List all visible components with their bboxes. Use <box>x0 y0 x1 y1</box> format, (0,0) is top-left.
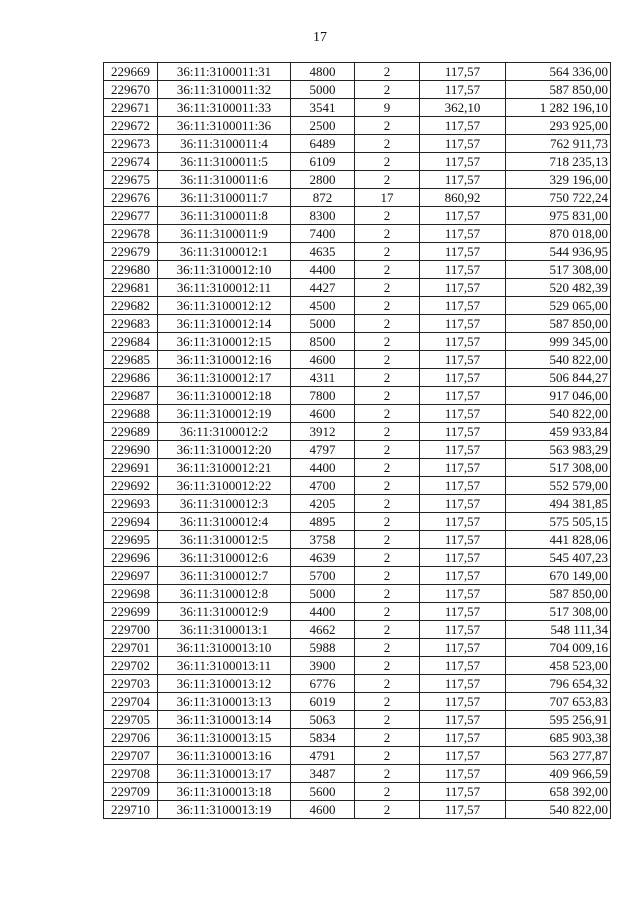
record-id-cell: 229700 <box>104 621 158 639</box>
cadastral-value-cell: 718 235,13 <box>506 153 611 171</box>
cadastral-value-cell: 540 822,00 <box>506 801 611 819</box>
table-row <box>104 333 611 351</box>
table-row <box>104 693 611 711</box>
group-code-cell: 2 <box>355 63 420 81</box>
cadastral-number-cell: 36:11:3100013:11 <box>158 657 291 675</box>
specific-value-cell: 117,57 <box>420 225 506 243</box>
table-row <box>104 711 611 729</box>
record-id-cell: 229685 <box>104 351 158 369</box>
table-row <box>104 459 611 477</box>
table-row <box>104 81 611 99</box>
area-cell: 5988 <box>291 639 355 657</box>
record-id-cell: 229708 <box>104 765 158 783</box>
group-code-cell: 2 <box>355 639 420 657</box>
group-code-cell: 2 <box>355 783 420 801</box>
cadastral-value-cell: 658 392,00 <box>506 783 611 801</box>
cadastral-value-cell: 441 828,06 <box>506 531 611 549</box>
cadastral-value-cell: 545 407,23 <box>506 549 611 567</box>
record-id-cell: 229688 <box>104 405 158 423</box>
group-code-cell: 2 <box>355 171 420 189</box>
area-cell: 4311 <box>291 369 355 387</box>
specific-value-cell: 117,57 <box>420 81 506 99</box>
table-row <box>104 747 611 765</box>
record-id-cell: 229703 <box>104 675 158 693</box>
cadastral-value-cell: 517 308,00 <box>506 603 611 621</box>
cadastral-value-cell: 595 256,91 <box>506 711 611 729</box>
area-cell: 3912 <box>291 423 355 441</box>
table-row <box>104 207 611 225</box>
area-cell: 4797 <box>291 441 355 459</box>
table-row <box>104 387 611 405</box>
group-code-cell: 2 <box>355 585 420 603</box>
table-row <box>104 729 611 747</box>
area-cell: 4400 <box>291 603 355 621</box>
record-id-cell: 229680 <box>104 261 158 279</box>
cadastral-number-cell: 36:11:3100012:20 <box>158 441 291 459</box>
table-row <box>104 603 611 621</box>
cadastral-value-cell: 587 850,00 <box>506 315 611 333</box>
cadastral-value-cell: 552 579,00 <box>506 477 611 495</box>
specific-value-cell: 860,92 <box>420 189 506 207</box>
cadastral-value-cell: 762 911,73 <box>506 135 611 153</box>
specific-value-cell: 117,57 <box>420 153 506 171</box>
record-id-cell: 229705 <box>104 711 158 729</box>
record-id-cell: 229694 <box>104 513 158 531</box>
specific-value-cell: 117,57 <box>420 441 506 459</box>
specific-value-cell: 117,57 <box>420 333 506 351</box>
area-cell: 4427 <box>291 279 355 297</box>
table-row <box>104 495 611 513</box>
group-code-cell: 2 <box>355 549 420 567</box>
area-cell: 4400 <box>291 459 355 477</box>
table-row <box>104 405 611 423</box>
cadastral-value-cell: 494 381,85 <box>506 495 611 513</box>
cadastral-number-cell: 36:11:3100012:3 <box>158 495 291 513</box>
record-id-cell: 229695 <box>104 531 158 549</box>
specific-value-cell: 117,57 <box>420 657 506 675</box>
record-id-cell: 229707 <box>104 747 158 765</box>
record-id-cell: 229693 <box>104 495 158 513</box>
cadastral-value-cell: 750 722,24 <box>506 189 611 207</box>
area-cell: 4600 <box>291 801 355 819</box>
cadastral-number-cell: 36:11:3100012:15 <box>158 333 291 351</box>
area-cell: 4639 <box>291 549 355 567</box>
specific-value-cell: 117,57 <box>420 495 506 513</box>
specific-value-cell: 117,57 <box>420 585 506 603</box>
cadastral-number-cell: 36:11:3100011:6 <box>158 171 291 189</box>
cadastral-number-cell: 36:11:3100012:11 <box>158 279 291 297</box>
group-code-cell: 2 <box>355 801 420 819</box>
cadastral-value-cell: 540 822,00 <box>506 351 611 369</box>
table-row <box>104 189 611 207</box>
record-id-cell: 229677 <box>104 207 158 225</box>
cadastral-value-table <box>103 62 611 819</box>
table-row <box>104 423 611 441</box>
cadastral-value-cell: 796 654,32 <box>506 675 611 693</box>
specific-value-cell: 117,57 <box>420 369 506 387</box>
area-cell: 4791 <box>291 747 355 765</box>
table-row <box>104 135 611 153</box>
area-cell: 4895 <box>291 513 355 531</box>
cadastral-number-cell: 36:11:3100012:7 <box>158 567 291 585</box>
cadastral-number-cell: 36:11:3100011:9 <box>158 225 291 243</box>
specific-value-cell: 117,57 <box>420 243 506 261</box>
cadastral-number-cell: 36:11:3100011:4 <box>158 135 291 153</box>
cadastral-number-cell: 36:11:3100013:17 <box>158 765 291 783</box>
cadastral-value-cell: 517 308,00 <box>506 261 611 279</box>
cadastral-number-cell: 36:11:3100012:12 <box>158 297 291 315</box>
group-code-cell: 2 <box>355 369 420 387</box>
cadastral-value-cell: 517 308,00 <box>506 459 611 477</box>
cadastral-value-cell: 409 966,59 <box>506 765 611 783</box>
specific-value-cell: 117,57 <box>420 135 506 153</box>
record-id-cell: 229672 <box>104 117 158 135</box>
record-id-cell: 229670 <box>104 81 158 99</box>
group-code-cell: 2 <box>355 747 420 765</box>
record-id-cell: 229686 <box>104 369 158 387</box>
area-cell: 872 <box>291 189 355 207</box>
cadastral-value-cell: 587 850,00 <box>506 81 611 99</box>
record-id-cell: 229701 <box>104 639 158 657</box>
record-id-cell: 229673 <box>104 135 158 153</box>
specific-value-cell: 117,57 <box>420 63 506 81</box>
cadastral-value-cell: 575 505,15 <box>506 513 611 531</box>
cadastral-number-cell: 36:11:3100013:16 <box>158 747 291 765</box>
area-cell: 4400 <box>291 261 355 279</box>
table-row <box>104 243 611 261</box>
cadastral-number-cell: 36:11:3100011:33 <box>158 99 291 117</box>
record-id-cell: 229684 <box>104 333 158 351</box>
area-cell: 5834 <box>291 729 355 747</box>
group-code-cell: 2 <box>355 207 420 225</box>
cadastral-value-cell: 329 196,00 <box>506 171 611 189</box>
group-code-cell: 2 <box>355 675 420 693</box>
record-id-cell: 229692 <box>104 477 158 495</box>
record-id-cell: 229691 <box>104 459 158 477</box>
record-id-cell: 229679 <box>104 243 158 261</box>
area-cell: 3758 <box>291 531 355 549</box>
area-cell: 5600 <box>291 783 355 801</box>
table-row <box>104 639 611 657</box>
area-cell: 3541 <box>291 99 355 117</box>
cadastral-value-cell: 548 111,34 <box>506 621 611 639</box>
area-cell: 4205 <box>291 495 355 513</box>
record-id-cell: 229671 <box>104 99 158 117</box>
record-id-cell: 229690 <box>104 441 158 459</box>
table-row <box>104 657 611 675</box>
record-id-cell: 229678 <box>104 225 158 243</box>
specific-value-cell: 117,57 <box>420 387 506 405</box>
area-cell: 4500 <box>291 297 355 315</box>
table-row <box>104 279 611 297</box>
table-row <box>104 783 611 801</box>
cadastral-value-cell: 975 831,00 <box>506 207 611 225</box>
specific-value-cell: 117,57 <box>420 297 506 315</box>
specific-value-cell: 117,57 <box>420 747 506 765</box>
cadastral-number-cell: 36:11:3100012:6 <box>158 549 291 567</box>
record-id-cell: 229676 <box>104 189 158 207</box>
table-row <box>104 675 611 693</box>
cadastral-value-cell: 506 844,27 <box>506 369 611 387</box>
specific-value-cell: 117,57 <box>420 117 506 135</box>
table-row <box>104 549 611 567</box>
specific-value-cell: 117,57 <box>420 261 506 279</box>
group-code-cell: 2 <box>355 243 420 261</box>
cadastral-value-cell: 563 277,87 <box>506 747 611 765</box>
area-cell: 4800 <box>291 63 355 81</box>
cadastral-number-cell: 36:11:3100012:4 <box>158 513 291 531</box>
table-row <box>104 477 611 495</box>
group-code-cell: 2 <box>355 279 420 297</box>
specific-value-cell: 117,57 <box>420 315 506 333</box>
table-body <box>104 63 611 819</box>
cadastral-value-cell: 520 482,39 <box>506 279 611 297</box>
cadastral-number-cell: 36:11:3100012:17 <box>158 369 291 387</box>
cadastral-value-cell: 917 046,00 <box>506 387 611 405</box>
specific-value-cell: 117,57 <box>420 351 506 369</box>
specific-value-cell: 117,57 <box>420 603 506 621</box>
table-row <box>104 441 611 459</box>
cadastral-number-cell: 36:11:3100012:18 <box>158 387 291 405</box>
area-cell: 4600 <box>291 351 355 369</box>
area-cell: 6489 <box>291 135 355 153</box>
group-code-cell: 2 <box>355 315 420 333</box>
group-code-cell: 2 <box>355 495 420 513</box>
cadastral-number-cell: 36:11:3100013:12 <box>158 675 291 693</box>
cadastral-number-cell: 36:11:3100012:8 <box>158 585 291 603</box>
area-cell: 5000 <box>291 585 355 603</box>
specific-value-cell: 117,57 <box>420 171 506 189</box>
table-row <box>104 315 611 333</box>
cadastral-number-cell: 36:11:3100012:10 <box>158 261 291 279</box>
cadastral-number-cell: 36:11:3100012:9 <box>158 603 291 621</box>
cadastral-value-cell: 529 065,00 <box>506 297 611 315</box>
area-cell: 2500 <box>291 117 355 135</box>
group-code-cell: 2 <box>355 693 420 711</box>
cadastral-value-cell: 563 983,29 <box>506 441 611 459</box>
specific-value-cell: 117,57 <box>420 693 506 711</box>
cadastral-value-cell: 540 822,00 <box>506 405 611 423</box>
specific-value-cell: 117,57 <box>420 567 506 585</box>
group-code-cell: 2 <box>355 135 420 153</box>
group-code-cell: 2 <box>355 459 420 477</box>
table-row <box>104 513 611 531</box>
cadastral-value-cell: 293 925,00 <box>506 117 611 135</box>
record-id-cell: 229699 <box>104 603 158 621</box>
cadastral-value-cell: 707 653,83 <box>506 693 611 711</box>
specific-value-cell: 117,57 <box>420 783 506 801</box>
cadastral-number-cell: 36:11:3100013:19 <box>158 801 291 819</box>
record-id-cell: 229675 <box>104 171 158 189</box>
area-cell: 4662 <box>291 621 355 639</box>
group-code-cell: 17 <box>355 189 420 207</box>
cadastral-number-cell: 36:11:3100012:22 <box>158 477 291 495</box>
cadastral-number-cell: 36:11:3100011:5 <box>158 153 291 171</box>
area-cell: 4600 <box>291 405 355 423</box>
cadastral-number-cell: 36:11:3100011:8 <box>158 207 291 225</box>
area-cell: 5063 <box>291 711 355 729</box>
cadastral-number-cell: 36:11:3100013:1 <box>158 621 291 639</box>
group-code-cell: 2 <box>355 423 420 441</box>
specific-value-cell: 117,57 <box>420 675 506 693</box>
record-id-cell: 229706 <box>104 729 158 747</box>
cadastral-number-cell: 36:11:3100011:36 <box>158 117 291 135</box>
area-cell: 2800 <box>291 171 355 189</box>
specific-value-cell: 117,57 <box>420 711 506 729</box>
area-cell: 5000 <box>291 81 355 99</box>
table-row <box>104 531 611 549</box>
group-code-cell: 2 <box>355 531 420 549</box>
specific-value-cell: 117,57 <box>420 459 506 477</box>
record-id-cell: 229681 <box>104 279 158 297</box>
cadastral-value-cell: 564 336,00 <box>506 63 611 81</box>
cadastral-number-cell: 36:11:3100013:15 <box>158 729 291 747</box>
specific-value-cell: 117,57 <box>420 549 506 567</box>
cadastral-number-cell: 36:11:3100012:19 <box>158 405 291 423</box>
record-id-cell: 229689 <box>104 423 158 441</box>
group-code-cell: 2 <box>355 225 420 243</box>
record-id-cell: 229702 <box>104 657 158 675</box>
table-row <box>104 621 611 639</box>
cadastral-number-cell: 36:11:3100013:13 <box>158 693 291 711</box>
record-id-cell: 229669 <box>104 63 158 81</box>
group-code-cell: 2 <box>355 261 420 279</box>
table-row <box>104 99 611 117</box>
table-row <box>104 369 611 387</box>
record-id-cell: 229697 <box>104 567 158 585</box>
table-row <box>104 297 611 315</box>
table-row <box>104 765 611 783</box>
specific-value-cell: 117,57 <box>420 513 506 531</box>
group-code-cell: 2 <box>355 81 420 99</box>
table-row <box>104 63 611 81</box>
cadastral-number-cell: 36:11:3100011:32 <box>158 81 291 99</box>
page-number: 17 <box>313 30 327 45</box>
cadastral-number-cell: 36:11:3100012:5 <box>158 531 291 549</box>
table-row <box>104 801 611 819</box>
group-code-cell: 2 <box>355 351 420 369</box>
area-cell: 8500 <box>291 333 355 351</box>
group-code-cell: 2 <box>355 729 420 747</box>
table-row <box>104 351 611 369</box>
group-code-cell: 2 <box>355 567 420 585</box>
area-cell: 3900 <box>291 657 355 675</box>
cadastral-value-cell: 704 009,16 <box>506 639 611 657</box>
group-code-cell: 2 <box>355 405 420 423</box>
group-code-cell: 2 <box>355 333 420 351</box>
group-code-cell: 2 <box>355 153 420 171</box>
cadastral-number-cell: 36:11:3100012:2 <box>158 423 291 441</box>
cadastral-value-cell: 670 149,00 <box>506 567 611 585</box>
area-cell: 4700 <box>291 477 355 495</box>
record-id-cell: 229683 <box>104 315 158 333</box>
group-code-cell: 2 <box>355 603 420 621</box>
cadastral-value-cell: 1 282 196,10 <box>506 99 611 117</box>
cadastral-number-cell: 36:11:3100011:31 <box>158 63 291 81</box>
area-cell: 6776 <box>291 675 355 693</box>
cadastral-value-cell: 459 933,84 <box>506 423 611 441</box>
cadastral-number-cell: 36:11:3100012:1 <box>158 243 291 261</box>
specific-value-cell: 117,57 <box>420 621 506 639</box>
area-cell: 3487 <box>291 765 355 783</box>
record-id-cell: 229687 <box>104 387 158 405</box>
cadastral-number-cell: 36:11:3100013:10 <box>158 639 291 657</box>
table-row <box>104 171 611 189</box>
record-id-cell: 229696 <box>104 549 158 567</box>
table-row <box>104 261 611 279</box>
cadastral-number-cell: 36:11:3100012:21 <box>158 459 291 477</box>
area-cell: 8300 <box>291 207 355 225</box>
group-code-cell: 2 <box>355 657 420 675</box>
specific-value-cell: 117,57 <box>420 729 506 747</box>
area-cell: 5000 <box>291 315 355 333</box>
specific-value-cell: 117,57 <box>420 279 506 297</box>
table-row <box>104 225 611 243</box>
group-code-cell: 2 <box>355 441 420 459</box>
specific-value-cell: 117,57 <box>420 531 506 549</box>
cadastral-value-cell: 999 345,00 <box>506 333 611 351</box>
table-row <box>104 567 611 585</box>
group-code-cell: 2 <box>355 765 420 783</box>
area-cell: 5700 <box>291 567 355 585</box>
record-id-cell: 229710 <box>104 801 158 819</box>
area-cell: 6109 <box>291 153 355 171</box>
specific-value-cell: 117,57 <box>420 639 506 657</box>
table-row <box>104 117 611 135</box>
specific-value-cell: 117,57 <box>420 477 506 495</box>
table-row <box>104 153 611 171</box>
area-cell: 6019 <box>291 693 355 711</box>
record-id-cell: 229674 <box>104 153 158 171</box>
cadastral-number-cell: 36:11:3100012:16 <box>158 351 291 369</box>
record-id-cell: 229682 <box>104 297 158 315</box>
specific-value-cell: 117,57 <box>420 405 506 423</box>
cadastral-value-cell: 685 903,38 <box>506 729 611 747</box>
specific-value-cell: 362,10 <box>420 99 506 117</box>
record-id-cell: 229709 <box>104 783 158 801</box>
specific-value-cell: 117,57 <box>420 423 506 441</box>
cadastral-number-cell: 36:11:3100012:14 <box>158 315 291 333</box>
group-code-cell: 2 <box>355 297 420 315</box>
table-row <box>104 585 611 603</box>
record-id-cell: 229698 <box>104 585 158 603</box>
specific-value-cell: 117,57 <box>420 207 506 225</box>
cadastral-number-cell: 36:11:3100013:14 <box>158 711 291 729</box>
group-code-cell: 2 <box>355 513 420 531</box>
area-cell: 4635 <box>291 243 355 261</box>
group-code-cell: 2 <box>355 387 420 405</box>
cadastral-number-cell: 36:11:3100011:7 <box>158 189 291 207</box>
group-code-cell: 2 <box>355 477 420 495</box>
area-cell: 7800 <box>291 387 355 405</box>
specific-value-cell: 117,57 <box>420 801 506 819</box>
area-cell: 7400 <box>291 225 355 243</box>
group-code-cell: 9 <box>355 99 420 117</box>
group-code-cell: 2 <box>355 117 420 135</box>
cadastral-value-cell: 544 936,95 <box>506 243 611 261</box>
cadastral-value-cell: 458 523,00 <box>506 657 611 675</box>
specific-value-cell: 117,57 <box>420 765 506 783</box>
group-code-cell: 2 <box>355 711 420 729</box>
cadastral-number-cell: 36:11:3100013:18 <box>158 783 291 801</box>
record-id-cell: 229704 <box>104 693 158 711</box>
group-code-cell: 2 <box>355 621 420 639</box>
cadastral-value-cell: 870 018,00 <box>506 225 611 243</box>
cadastral-value-cell: 587 850,00 <box>506 585 611 603</box>
